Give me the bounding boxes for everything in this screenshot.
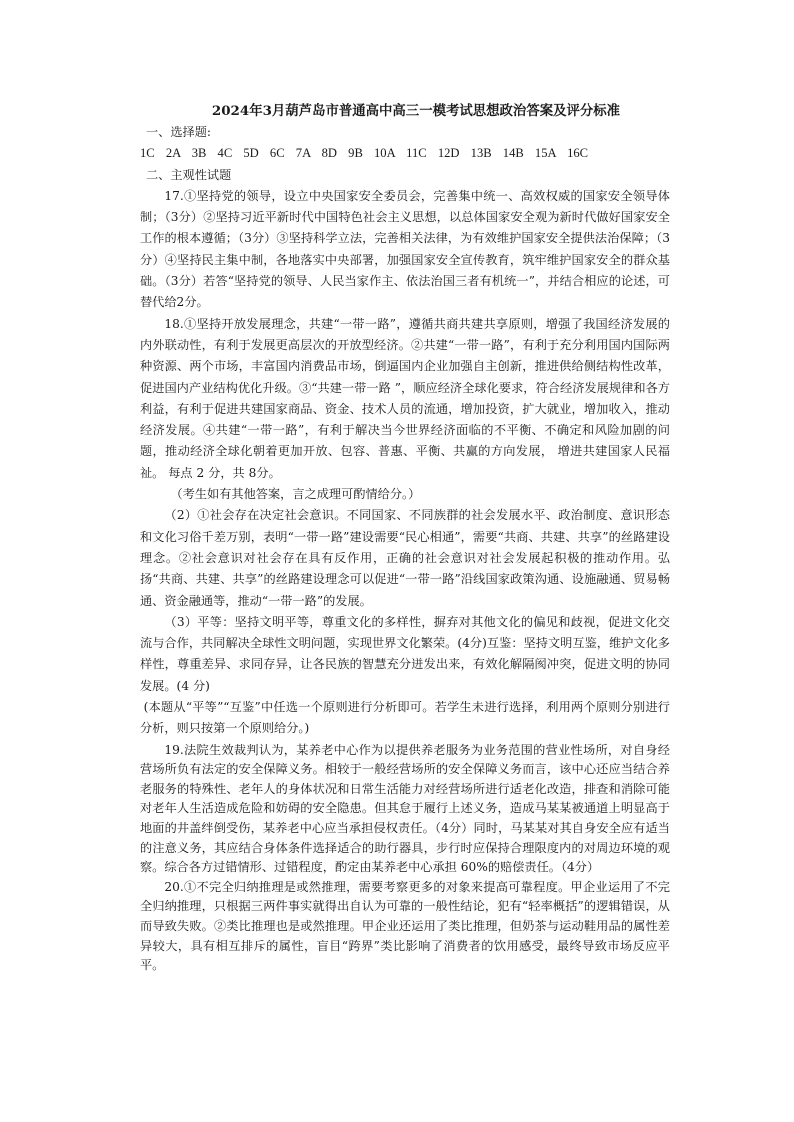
question-18-part3-answer: （3）平等：坚持文明平等，尊重文化的多样性，摒弃对其他文化的偏见和歧视，促进文化交流与合作，共同解决全球性文明问题，实现世界文化繁荣。(4分)互鉴：坚持文明互鉴，维护文化多样性，尊重差异、求同存异，让各民族的智慧充分迸发出来，有效化解隔阂冲突，促进文明的协同发展。(4 分) xyxy=(140,614,670,693)
question-18-part2-answer: （2）①社会存在决定社会意识。不同国家、不同族群的社会发展水平、政治制度、意识形态和文化习俗千差万别，表明“一带一路”建设需要“民心相通”，需要“共商、共建、共享”的丝路建设理念。②社会意识对社会存在具有反作用，正确的社会意识对社会发展起积极的推动作用。弘扬“共商、共建、共享”的丝路建设理念可以促进“一带一路”沿线国家政策沟通、设施融通、贸易畅通、资金融通等，推动“一带一路”的发展。 xyxy=(140,508,670,608)
section-choice-heading: 一、选择题: xyxy=(146,125,212,139)
section-subjective-heading: 二、主观性试题 xyxy=(146,167,232,182)
question-18-part1-answer: 18.①坚持开放发展理念，共建“一带一路”，遵循共商共建共享原则，增强了我国经济发展的内外联动性，有利于发展更高层次的开放型经济。②共建“一带一路”，有利于充分利用国内国际两种资源、两个市场，丰富国内消费品市场，倒逼国内企业加强自主创新，推进供给侧结构性改革，促进国内产业结构优化升级。③“共建一带一路 ”，顺应经济全球化要求，符合经济发展规律和各方利益，有利于促进共建国家商品、资金、技术人员的流通，增加投资，扩大就业，增加收入，推动经济发展。④共建“一带一路”，有利于解决当今世界经济面临的不平衡、不确定和风险加剧的问题，推动经济全球化朝着更加开放、包容、普惠、平衡、共赢的方向发展， 增进共建国家人民福祉。 每点 2 分，共 8分。 xyxy=(140,316,670,480)
document-title: 2024年3月葫芦岛市普通高中高三一模考试思想政治答案及评分标准 xyxy=(211,103,621,119)
answer-sheet xyxy=(140,100,670,976)
question-20-answer: 20.①不完全归纳推理是或然推理，需要考察更多的对象来提高可靠程度。甲企业运用了不完全归纳推理，只根据三两件事实就得出自认为可靠的一般性结论，犯有“轻率概括”的逻辑错误，从而导致失败。②类比推理也是或然推理。甲企业还运用了类比推理，但奶茶与运动鞋用品的属性差异较大，具有相互排斥的属性，盲目“跨界”类比影响了消费者的饮用感受，最终导致市场反应平平。 xyxy=(140,879,670,973)
question-19-answer: 19.法院生效裁判认为，某养老中心作为以提供养老服务为业务范围的营业性场所，对自身经营场所负有法定的安全保障义务。相较于一般经营场所的安全保障义务而言，该中心还应当结合养老服务的特殊性、老年人的身体状况和日常生活能力对经营场所进行适老化改造，排查和消除可能对老年人生活造成危险和妨碍的安全隐患。但其怠于履行上述义务，造成马某某被通道上明显高于地面的井盖绊倒受伤，某养老中心应当承担侵权责任。（4分）同时，马某某对其自身安全应有适当的注意义务，其应结合身体条件选择适合的助行器具，步行时应保持合理限度内的对周边环境的观察。综合各方过错情形、过错程度，酌定由某养老中心承担 60%的赔偿责任。（4分） xyxy=(140,742,670,875)
question-17-answer: 17.①坚持党的领导，设立中央国家安全委员会，完善集中统一、高效权威的国家安全领导体制；（3分）②坚持习近平新时代中国特色社会主义思想，以总体国家安全观为新时代做好国家安全工作的根本遵循；（3分）③坚持科学立法，完善相关法律，为有效维护国家安全提供法治保障；（3分）④坚持民主集中制，各地落实中央部署，加强国家安全宣传教育，筑牢维护国家安全的群众基础。（3分）若答“坚持党的领导、人民当家作主、依法治国三者有机统一”，并结合相应的论述，可替代给2分。 xyxy=(140,188,670,310)
question-18-part1-note: （考生如有其他答案，言之成理可酌情给分。） xyxy=(170,487,421,502)
choice-answers: 1C 2A 3B 4C 5D 6C 7A 8D 9B 10A 11C 12D 13B 14B 15A 16C xyxy=(140,146,589,161)
question-18-part3-note: (本题从“平等”“互鉴”中任选一个原则进行分析即可。若学生未进行选择，利用两个原则分别进行分析，则只按第一个原则给分。) xyxy=(140,700,670,736)
